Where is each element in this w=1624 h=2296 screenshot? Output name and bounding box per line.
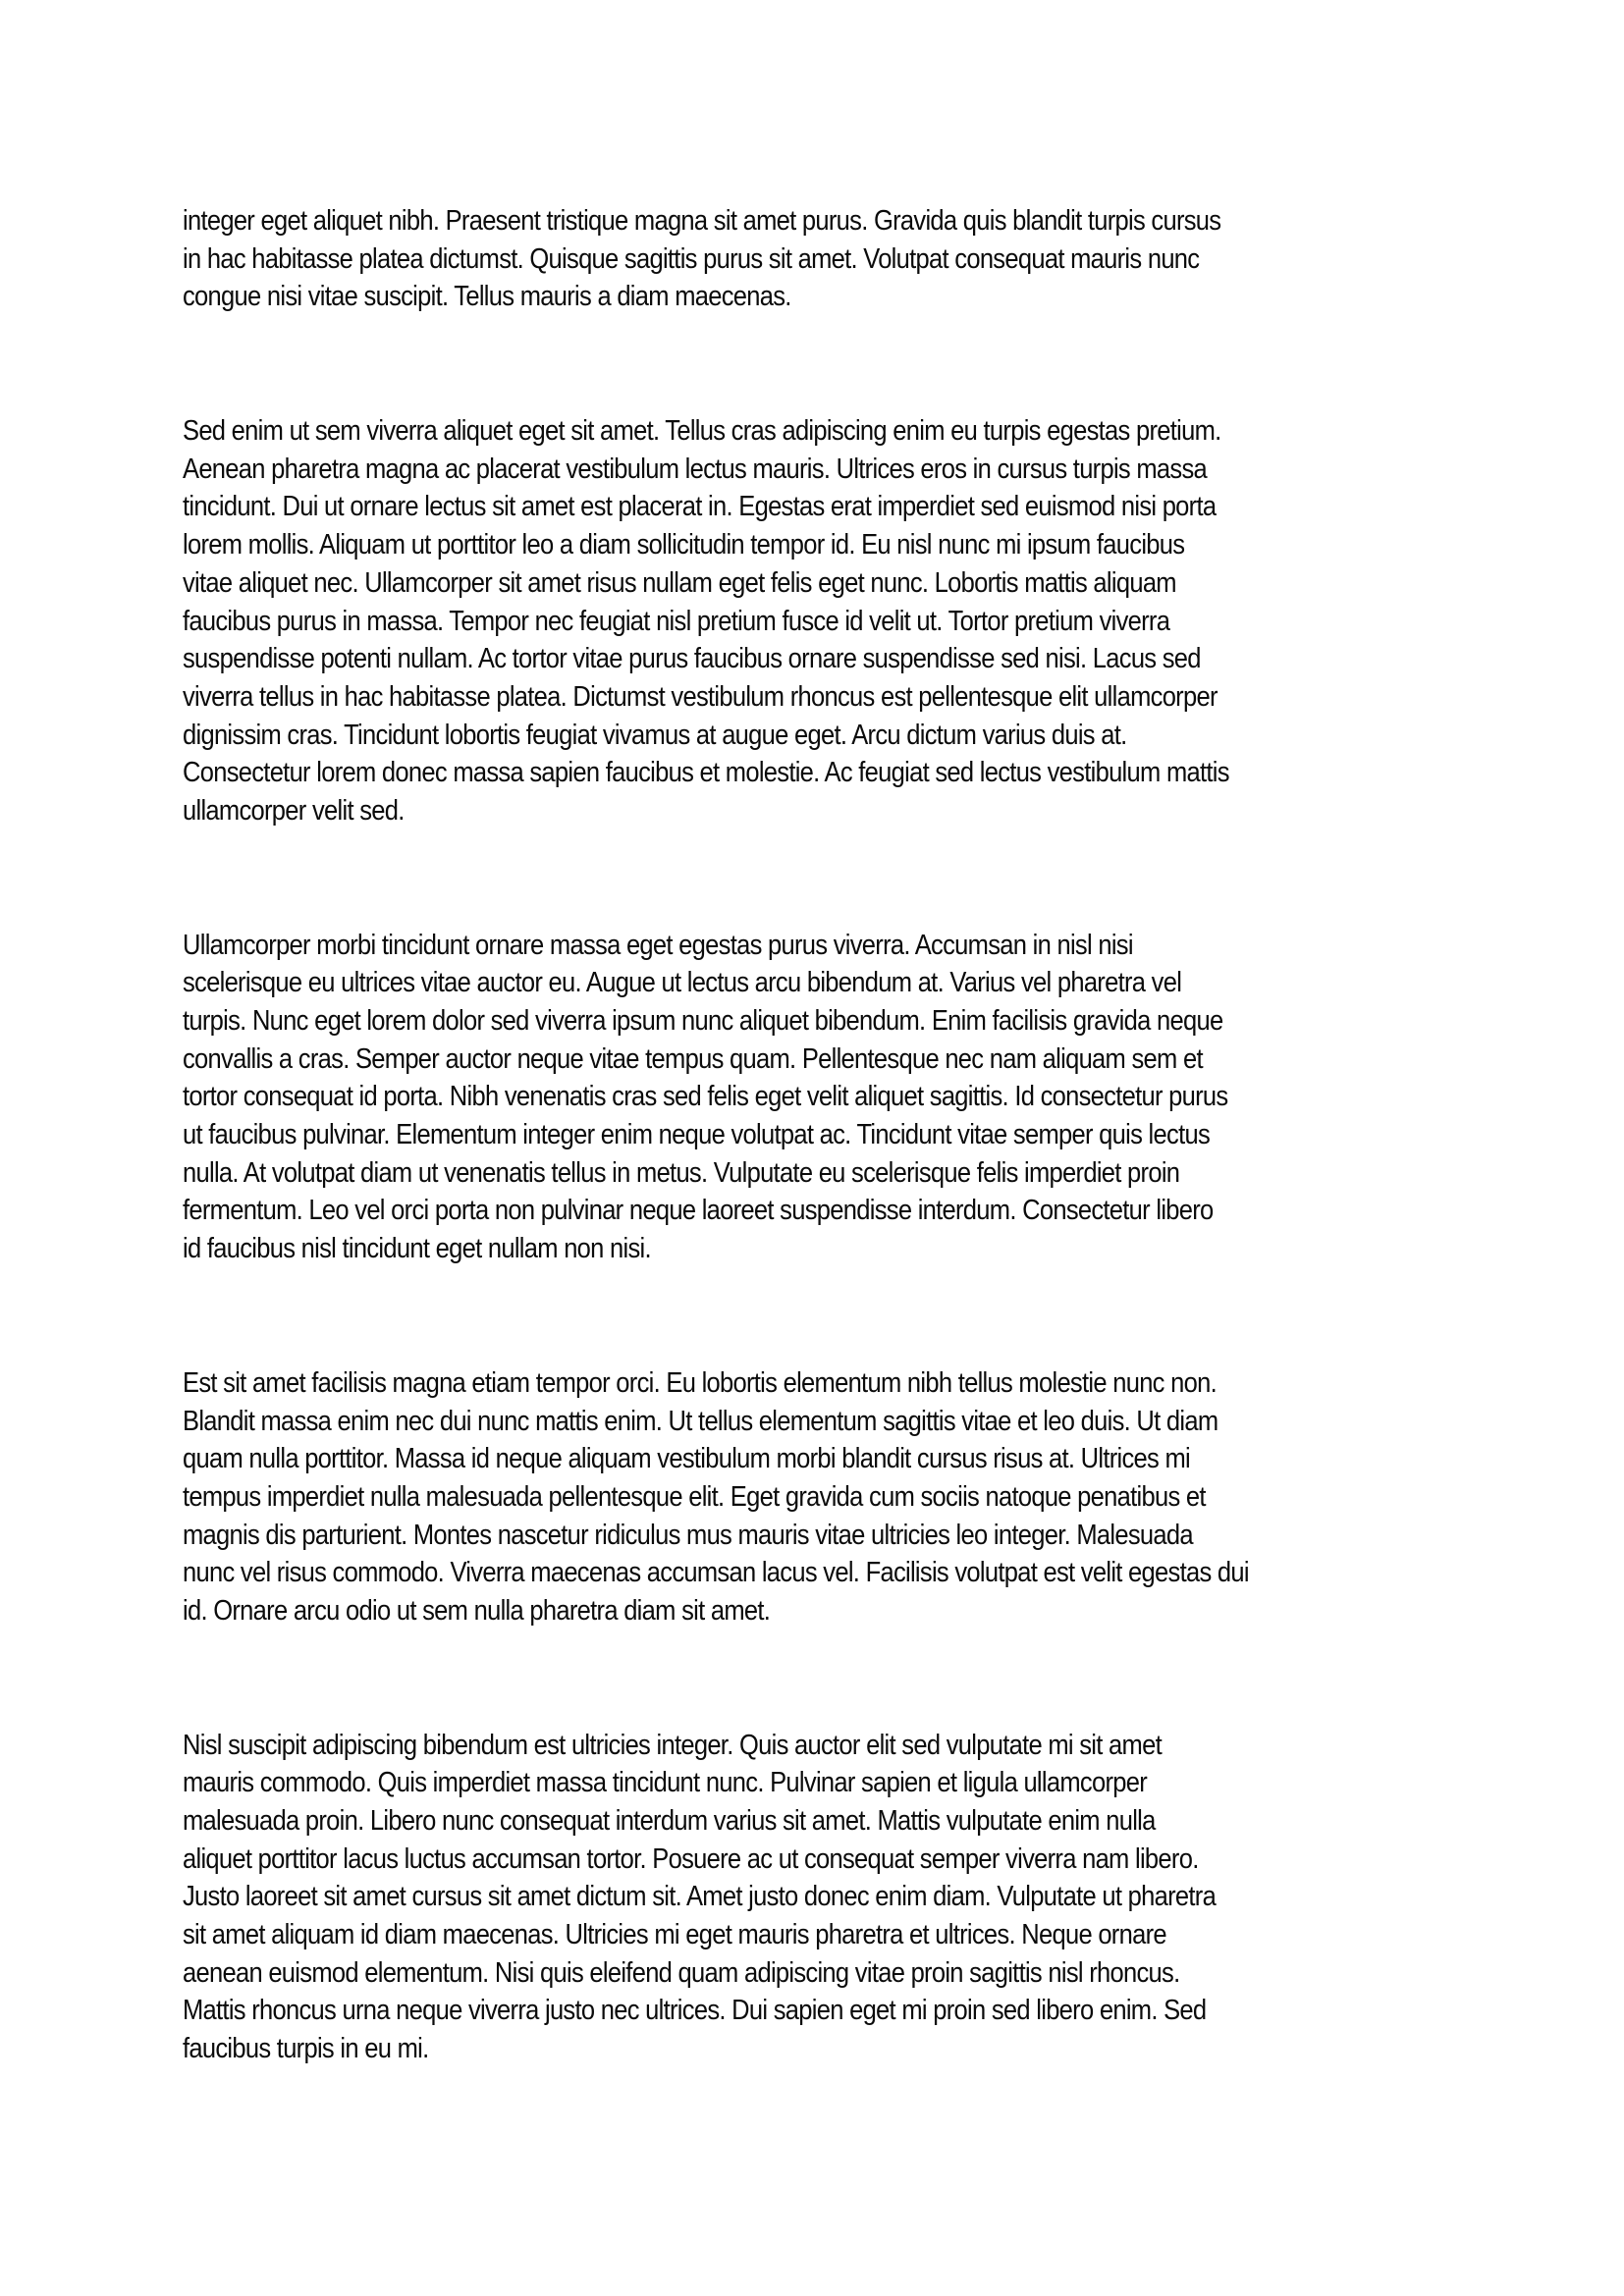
paragraph bbox=[183, 412, 1441, 830]
text-line: turpis. Nunc eget lorem dolor sed viverra ipsum nunc aliquet bibendum. Enim facilisis gravida neque bbox=[183, 1005, 1223, 1037]
text-line: aenean euismod elementum. Nisi quis eleifend quam adipiscing vitae proin sagittis nisl rhoncus. bbox=[183, 1956, 1180, 1989]
text-line: Est sit amet facilisis magna etiam tempor orci. Eu lobortis elementum nibh tellus molestie nunc non. bbox=[183, 1366, 1217, 1399]
text-line: scelerisque eu ultrices vitae auctor eu. Augue ut lectus arcu bibendum at. Varius vel pharetra vel bbox=[183, 967, 1182, 999]
text-line: suspendisse potenti nullam. Ac tortor vitae purus faucibus ornare suspendisse sed nisi. Lacus sed bbox=[183, 643, 1201, 675]
text-line: integer eget aliquet nibh. Praesent tristique magna sit amet purus. Gravida quis blandit turpis cursus bbox=[183, 205, 1221, 237]
paragraph bbox=[183, 927, 1441, 1268]
paragraph bbox=[183, 1364, 1441, 1630]
text-line: faucibus turpis in eu mi. bbox=[183, 2033, 429, 2065]
text-line: Consectetur lorem donec massa sapien faucibus et molestie. Ac feugiat sed lectus vestibulum mattis bbox=[183, 757, 1229, 789]
text-line: quam nulla porttitor. Massa id neque aliquam vestibulum morbi blandit cursus risus at. Ultrices mi bbox=[183, 1443, 1191, 1475]
text-line: sit amet aliquam id diam maecenas. Ultricies mi eget mauris pharetra et ultrices. Neque ornare bbox=[183, 1919, 1166, 1951]
text-line: in hac habitasse platea dictumst. Quisque sagittis purus sit amet. Volutpat consequat mauris nunc bbox=[183, 242, 1200, 275]
text-line: ut faucibus pulvinar. Elementum integer enim neque volutpat ac. Tincidunt vitae semper quis lectus bbox=[183, 1119, 1211, 1151]
text-line: tincidunt. Dui ut ornare lectus sit amet est placerat in. Egestas erat imperdiet sed euismod nisi porta bbox=[183, 491, 1217, 523]
text-line: aliquet porttitor lacus luctus accumsan tortor. Posuere ac ut consequat semper viverra nam libero. bbox=[183, 1842, 1199, 1875]
text-line: dignissim cras. Tincidunt lobortis feugiat vivamus at augue eget. Arcu dictum varius duis at. bbox=[183, 719, 1127, 751]
text-line: faucibus purus in massa. Tempor nec feugiat nisl pretium fusce id velit ut. Tortor pretium viverra bbox=[183, 605, 1170, 637]
text-line: tortor consequat id porta. Nibh venenatis cras sed felis eget velit aliquet sagittis. Id consectetur purus bbox=[183, 1081, 1228, 1113]
text-line: malesuada proin. Libero nunc consequat interdum varius sit amet. Mattis vulputate enim nulla bbox=[183, 1805, 1156, 1837]
text-line: nulla. At volutpat diam ut venenatis tellus in metus. Vulputate eu scelerisque felis imperdiet proin bbox=[183, 1156, 1180, 1189]
text-line: Justo laoreet sit amet cursus sit amet dictum sit. Amet justo donec enim diam. Vulputate ut pharetra bbox=[183, 1881, 1217, 1913]
text-line: Blandit massa enim nec dui nunc mattis enim. Ut tellus elementum sagittis vitae et leo duis. Ut diam bbox=[183, 1405, 1218, 1437]
text-line: viverra tellus in hac habitasse platea. Dictumst vestibulum rhoncus est pellentesque elit ullamcorper bbox=[183, 680, 1218, 713]
text-line: vitae aliquet nec. Ullamcorper sit amet risus nullam eget felis eget nunc. Lobortis mattis aliquam bbox=[183, 566, 1176, 599]
text-line: id. Ornare arcu odio ut sem nulla pharetra diam sit amet. bbox=[183, 1594, 771, 1627]
text-line: Sed enim ut sem viverra aliquet eget sit amet. Tellus cras adipiscing enim eu turpis egestas pretium. bbox=[183, 415, 1221, 448]
text-line: magnis dis parturient. Montes nascetur ridiculus mus mauris vitae ultricies leo integer. Malesuada bbox=[183, 1519, 1193, 1551]
text-line: ullamcorper velit sed. bbox=[183, 794, 405, 827]
text-line: convallis a cras. Semper auctor neque vitae tempus quam. Pellentesque nec nam aliquam sem et bbox=[183, 1042, 1203, 1075]
text-line: Nisl suscipit adipiscing bibendum est ultricies integer. Quis auctor elit sed vulputate mi sit amet bbox=[183, 1729, 1162, 1761]
text-line: lorem mollis. Aliquam ut porttitor leo a diam sollicitudin tempor id. Eu nisl nunc mi ipsum faucibus bbox=[183, 529, 1185, 561]
text-line: id faucibus nisl tincidunt eget nullam non nisi. bbox=[183, 1233, 651, 1265]
text-line: Aenean pharetra magna ac placerat vestibulum lectus mauris. Ultrices eros in cursus turpis massa bbox=[183, 453, 1208, 485]
text-line: fermentum. Leo vel orci porta non pulvinar neque laoreet suspendisse interdum. Consectetur libero bbox=[183, 1195, 1214, 1227]
paragraph bbox=[183, 202, 1441, 316]
text-line: nunc vel risus commodo. Viverra maecenas accumsan lacus vel. Facilisis volutpat est velit egestas dui bbox=[183, 1557, 1249, 1589]
text-line: mauris commodo. Quis imperdiet massa tincidunt nunc. Pulvinar sapien et ligula ullamcorper bbox=[183, 1767, 1148, 1799]
document-body bbox=[183, 202, 1441, 2164]
paragraph bbox=[183, 1727, 1441, 2068]
text-line: Ullamcorper morbi tincidunt ornare massa eget egestas purus viverra. Accumsan in nisl nisi bbox=[183, 929, 1133, 961]
text-line: Mattis rhoncus urna neque viverra justo nec ultrices. Dui sapien eget mi proin sed libero enim. Sed bbox=[183, 1995, 1207, 2027]
text-line: tempus imperdiet nulla malesuada pellentesque elit. Eget gravida cum sociis natoque penatibus et bbox=[183, 1480, 1206, 1513]
text-line: congue nisi vitae suscipit. Tellus mauris a diam maecenas. bbox=[183, 281, 791, 313]
